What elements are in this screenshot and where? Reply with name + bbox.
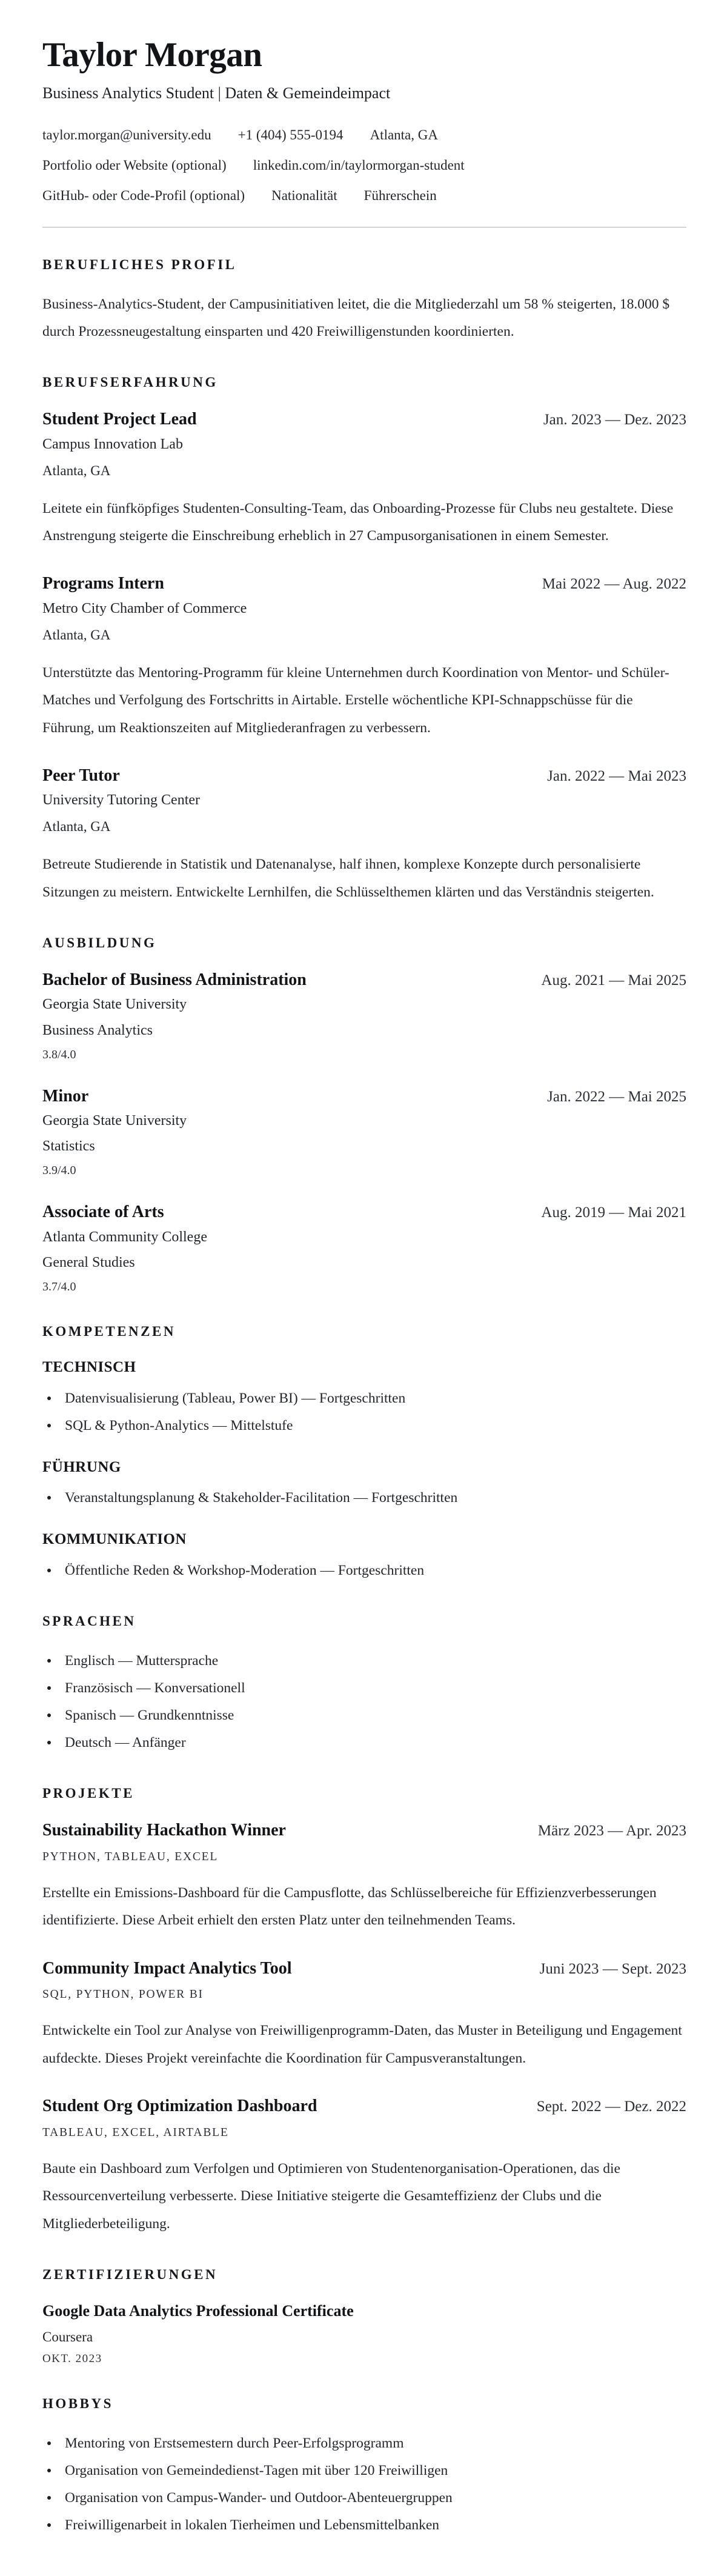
job-title: Student Project Lead — [42, 410, 197, 429]
list-item — [42, 2430, 686, 2457]
contact-location: Atlanta, GA — [370, 127, 438, 142]
education-header — [42, 1201, 686, 1223]
degree-title: Minor — [42, 1086, 89, 1106]
contact-row-1 — [42, 125, 686, 144]
resume-header — [42, 35, 686, 228]
list-item — [42, 1729, 686, 1757]
degree-field: General Studies — [42, 1255, 135, 1271]
project-entry — [42, 1820, 686, 1934]
job-header — [42, 573, 686, 595]
list-item — [42, 1702, 686, 1729]
bullet-icon — [47, 1569, 51, 1572]
contact-github: GitHub- oder Code-Profil (optional) — [42, 187, 245, 203]
job-entry — [42, 573, 686, 742]
education-entry — [42, 1086, 686, 1179]
section-languages — [42, 1612, 686, 1757]
section-heading-languages: SPRACHEN — [42, 1613, 136, 1629]
project-date: Juni 2023 — Sept. 2023 — [539, 1960, 686, 1977]
project-title: Student Org Optimization Dashboard — [42, 2097, 317, 2116]
section-projects — [42, 1784, 686, 2238]
section-certifications — [42, 2266, 686, 2367]
skills-group-heading: TECHNISCH — [42, 1359, 136, 1376]
project-title: Community Impact Analytics Tool — [42, 1958, 292, 1978]
list-item — [42, 2512, 686, 2539]
hobby-text: Organisation von Gemeindedienst-Tagen mit über 120 Freiwilligen — [65, 2463, 448, 2479]
person-name: Taylor Morgan — [42, 36, 262, 74]
project-entry — [42, 2095, 686, 2238]
skills-group-communication — [42, 1530, 686, 1584]
list-item — [42, 2457, 686, 2484]
education-header — [42, 969, 686, 991]
section-heading-certifications: ZERTIFIZIERUNGEN — [42, 2266, 218, 2282]
section-hobbies — [42, 2395, 686, 2539]
hobby-text: Freiwilligenarbeit in lokalen Tierheimen und Lebensmittelbanken — [65, 2517, 440, 2534]
job-header — [42, 765, 686, 787]
bullet-icon — [47, 1424, 51, 1427]
degree-school: Atlanta Community College — [42, 1229, 207, 1245]
job-entry — [42, 765, 686, 906]
headline: Business Analytics Student | Daten & Gemeindeimpact — [42, 84, 391, 102]
hobby-text: Organisation von Campus-Wander- und Outdoor-Abenteuergruppen — [65, 2490, 453, 2506]
skills-group-leadership — [42, 1458, 686, 1512]
skill-text: Öffentliche Reden & Workshop-Moderation — Fortgeschritten — [65, 1562, 425, 1578]
hobby-text: Mentoring von Erstsemestern durch Peer-Erfolgsprogramm — [65, 2435, 404, 2452]
section-profile — [42, 256, 686, 346]
education-entry — [42, 1201, 686, 1295]
contact-license: Führerschein — [364, 187, 437, 203]
degree-date: Aug. 2021 — Mai 2025 — [541, 972, 686, 989]
degree-school: Georgia State University — [42, 1113, 187, 1129]
language-text: Französisch — Konversationell — [65, 1680, 245, 1697]
job-location: Atlanta, GA — [42, 627, 111, 642]
skill-text: SQL & Python-Analytics — Mittelstufe — [65, 1417, 293, 1433]
degree-gpa: 3.9/4.0 — [42, 1164, 76, 1178]
section-skills — [42, 1323, 686, 1584]
skill-text: Veranstaltungsplanung & Stakeholder-Facilitation — Fortgeschritten — [65, 1490, 458, 1506]
contact-linkedin: linkedin.com/in/taylormorgan-student — [253, 157, 465, 173]
certification-entry — [42, 2301, 686, 2367]
project-header — [42, 1820, 686, 1841]
job-entry — [42, 409, 686, 550]
header-divider — [42, 227, 686, 228]
bullet-icon — [47, 2496, 51, 2500]
degree-title: Bachelor of Business Administration — [42, 970, 307, 989]
contact-phone: +1 (404) 555-0194 — [237, 127, 344, 142]
job-date: Jan. 2023 — Dez. 2023 — [543, 412, 686, 429]
job-title: Peer Tutor — [42, 766, 120, 785]
contact-row-3 — [42, 186, 686, 205]
language-text: Englisch — Muttersprache — [65, 1652, 219, 1669]
degree-field: Statistics — [42, 1138, 95, 1155]
list-item — [42, 1385, 686, 1412]
list-item — [42, 2484, 686, 2512]
project-title: Sustainability Hackathon Winner — [42, 1821, 286, 1840]
section-heading-projects: PROJEKTE — [42, 1786, 134, 1801]
project-header — [42, 2095, 686, 2117]
bullet-icon — [47, 1741, 51, 1744]
skills-group-heading: FÜHRUNG — [42, 1458, 121, 1475]
list-item — [42, 1484, 686, 1512]
certification-date: OKT. 2023 — [42, 2352, 102, 2366]
project-header — [42, 1958, 686, 1980]
bullet-icon — [47, 1686, 51, 1690]
project-date: März 2023 — Apr. 2023 — [537, 1823, 686, 1840]
section-education — [42, 934, 686, 1295]
degree-title: Associate of Arts — [42, 1203, 164, 1222]
bullet-icon — [47, 1659, 51, 1663]
section-heading-skills: KOMPETENZEN — [42, 1324, 176, 1340]
list-item — [42, 1675, 686, 1702]
contact-row-2 — [42, 156, 686, 175]
section-experience — [42, 373, 686, 906]
job-title: Programs Intern — [42, 574, 164, 593]
project-tags: TABLEAU, EXCEL, AIRTABLE — [42, 2126, 229, 2139]
job-company: Metro City Chamber of Commerce — [42, 600, 247, 616]
bullet-icon — [47, 2523, 51, 2527]
bullet-icon — [47, 2441, 51, 2445]
job-company: University Tutoring Center — [42, 792, 201, 809]
job-date: Mai 2022 — Aug. 2022 — [542, 576, 686, 593]
contact-email: taylor.morgan@university.edu — [42, 127, 211, 142]
job-date: Jan. 2022 — Mai 2023 — [547, 767, 686, 784]
job-description: Leitete ein fünfköpfiges Studenten-Consulting-Team, das Onboarding-Prozesse für Clubs neu gestaltete. Diese Anstrengung steigerte die Einschreibung erheblich in 27 Campusorganisationen in einem Semester. — [42, 500, 674, 544]
list-item — [42, 1412, 686, 1440]
certification-title: Google Data Analytics Professional Certificate — [42, 2301, 354, 2320]
education-header — [42, 1086, 686, 1107]
project-tags: SQL, PYTHON, POWER BI — [42, 1988, 204, 2001]
bullet-icon — [47, 2469, 51, 2472]
job-header — [42, 409, 686, 430]
section-heading-experience: BERUFSERFAHRUNG — [42, 375, 218, 390]
list-item — [42, 1647, 686, 1675]
education-entry — [42, 969, 686, 1063]
degree-gpa: 3.8/4.0 — [42, 1047, 76, 1061]
contact-nationality: Nationalität — [271, 187, 337, 203]
list-item — [42, 1557, 686, 1584]
language-text: Spanisch — Grundkenntnisse — [65, 1707, 234, 1724]
job-description: Unterstützte das Mentoring-Programm für kleine Unternehmen durch Koordination von Mentor- und Schüler-Matches und Verfolgung des Fortschritts in Airtable. Erstelle wöchentliche KPI-Schnappschüsse für die Führung, um Reaktionszeiten auf Mitgliederanfragen zu verbessern. — [42, 664, 669, 736]
skill-text: Datenvisualisierung (Tableau, Power BI) — Fortgeschritten — [65, 1390, 406, 1406]
job-location: Atlanta, GA — [42, 819, 111, 835]
project-entry — [42, 1958, 686, 2072]
degree-gpa: 3.7/4.0 — [42, 1280, 76, 1294]
skills-group-technical — [42, 1358, 686, 1440]
job-description: Betreute Studierende in Statistik und Datenanalyse, half ihnen, komplexe Konzepte durch personalisierte Sitzungen zu meistern. Entwickelte Lernhilfen, die Schlüsselthemen klärten und das Verständnis steigerten. — [42, 856, 654, 900]
skills-group-heading: KOMMUNIKATION — [42, 1531, 187, 1548]
bullet-icon — [47, 1496, 51, 1500]
degree-school: Georgia State University — [42, 996, 187, 1013]
section-heading-profile: BERUFLICHES PROFIL — [42, 256, 237, 272]
section-heading-hobbies: HOBBYS — [42, 2396, 113, 2412]
project-tags: PYTHON, TABLEAU, EXCEL — [42, 1850, 219, 1863]
project-description: Entwickelte ein Tool zur Analyse von Freiwilligenprogramm-Daten, das Muster in Beteiligung und Engagement aufdeckte. Dieses Projekt vereinfachte die Koordination für Campusveranstaltungen. — [42, 2023, 682, 2066]
project-description: Baute ein Dashboard zum Verfolgen und Optimieren von Studentenorganisation-Operationen, das die Ressourcenverteilung verbesserte. Diese Initiative steigerte die Gesamteffizienz der Clubs und die Mitgliederbeteiligung. — [42, 2160, 620, 2232]
degree-date: Jan. 2022 — Mai 2025 — [547, 1088, 686, 1105]
job-company: Campus Innovation Lab — [42, 436, 183, 452]
section-heading-education: AUSBILDUNG — [42, 935, 157, 951]
language-text: Deutsch — Anfänger — [65, 1735, 186, 1751]
contact-portfolio: Portfolio oder Website (optional) — [42, 157, 227, 173]
project-description: Erstellte ein Emissions-Dashboard für die Campusflotte, das Schlüsselbereiche für Effizienzverbesserungen identifizierte. Diese Arbeit erhielt den ersten Platz unter den teilnehmenden Teams. — [42, 1885, 657, 1929]
degree-field: Business Analytics — [42, 1022, 153, 1038]
bullet-icon — [47, 1713, 51, 1717]
degree-date: Aug. 2019 — Mai 2021 — [541, 1204, 686, 1221]
certification-issuer: Coursera — [42, 2329, 93, 2344]
job-location: Atlanta, GA — [42, 462, 111, 478]
profile-text: Business-Analytics-Student, der Campusinitiativen leitet, die die Mitgliederzahl um 58 % steigerten, 18.000 $ durch Prozessneugestaltung einsparten und 420 Freiwilligenstunden koordinierten. — [42, 296, 670, 340]
project-date: Sept. 2022 — Dez. 2022 — [536, 2098, 686, 2115]
bullet-icon — [47, 1396, 51, 1400]
